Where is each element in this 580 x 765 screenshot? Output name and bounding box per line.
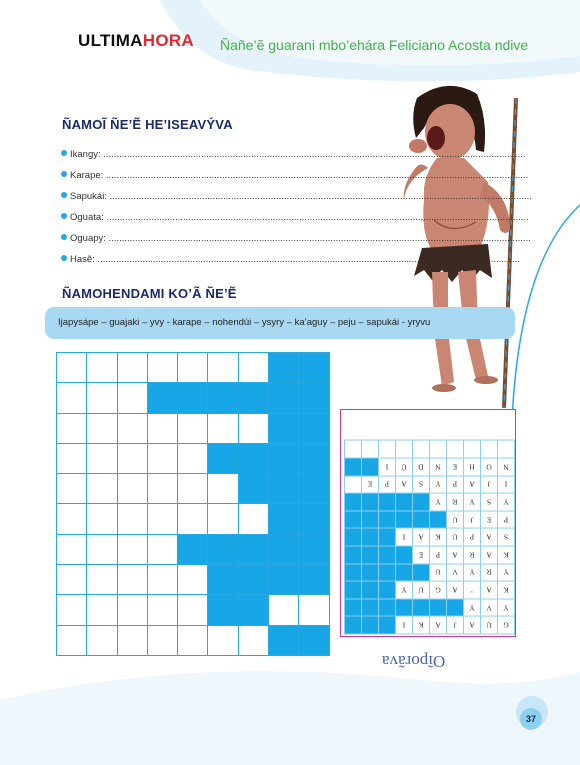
answer-cell bbox=[344, 546, 361, 564]
answer-cell bbox=[480, 440, 497, 458]
grid-cell[interactable] bbox=[299, 414, 329, 444]
answer-title: Oĩporãva bbox=[382, 652, 446, 671]
fill-in-field[interactable] bbox=[61, 254, 520, 265]
answer-cell: U bbox=[412, 581, 429, 599]
grid-cell[interactable] bbox=[299, 535, 329, 565]
grid-cell[interactable] bbox=[87, 444, 117, 474]
brand-logo bbox=[78, 31, 194, 51]
bullet-icon bbox=[61, 213, 67, 219]
grid-cell[interactable] bbox=[118, 535, 148, 565]
grid-cell[interactable] bbox=[299, 383, 329, 413]
grid-cell[interactable] bbox=[239, 626, 269, 656]
grid-cell[interactable] bbox=[299, 565, 329, 595]
dotted-line: ................................................................................................................................................................ bbox=[103, 170, 529, 181]
grid-cell[interactable] bbox=[178, 565, 208, 595]
section2-title: ÑAMOHENDAMI KO’Ã ÑE’Ẽ bbox=[62, 286, 237, 301]
answer-cell bbox=[395, 510, 412, 528]
grid-cell[interactable] bbox=[87, 474, 117, 504]
answer-cell: R bbox=[463, 546, 480, 564]
grid-cell[interactable] bbox=[148, 474, 178, 504]
answer-cell: K bbox=[429, 528, 446, 546]
answer-cell bbox=[412, 440, 429, 458]
field-label: Hasẽ: bbox=[70, 254, 95, 265]
answer-cell: Y bbox=[497, 493, 514, 511]
grid-cell[interactable] bbox=[299, 353, 329, 383]
grid-cell[interactable] bbox=[118, 474, 148, 504]
answer-cell: U bbox=[429, 563, 446, 581]
puzzle-grid[interactable] bbox=[56, 352, 330, 656]
grid-cell[interactable] bbox=[239, 535, 269, 565]
grid-cell[interactable] bbox=[299, 474, 329, 504]
answer-cell: K bbox=[497, 546, 514, 564]
answer-cell bbox=[361, 581, 378, 599]
grid-cell[interactable] bbox=[299, 444, 329, 474]
grid-cell[interactable] bbox=[148, 444, 178, 474]
grid-cell[interactable] bbox=[239, 474, 269, 504]
grid-cell[interactable] bbox=[148, 504, 178, 534]
answer-cell: Ú bbox=[395, 458, 412, 476]
answer-cell: ’ bbox=[463, 581, 480, 599]
answer-cell: A bbox=[463, 475, 480, 493]
grid-cell[interactable] bbox=[269, 595, 299, 625]
grid-cell[interactable] bbox=[178, 595, 208, 625]
grid-cell[interactable] bbox=[208, 474, 238, 504]
answer-cell: Y bbox=[497, 598, 514, 616]
grid-cell[interactable] bbox=[239, 504, 269, 534]
answer-cell bbox=[378, 616, 395, 634]
grid-cell[interactable] bbox=[208, 414, 238, 444]
field-label: Oguata: bbox=[70, 212, 104, 223]
grid-cell[interactable] bbox=[57, 565, 87, 595]
field-label: Karape: bbox=[70, 170, 104, 181]
grid-cell[interactable] bbox=[178, 383, 208, 413]
grid-cell[interactable] bbox=[239, 444, 269, 474]
answer-cell: Y bbox=[395, 581, 412, 599]
bullet-icon bbox=[61, 192, 67, 198]
grid-cell[interactable] bbox=[208, 626, 238, 656]
grid-cell[interactable] bbox=[118, 504, 148, 534]
answer-cell bbox=[344, 493, 361, 511]
grid-cell[interactable] bbox=[208, 504, 238, 534]
answer-cell: Y bbox=[463, 598, 480, 616]
answer-cell bbox=[446, 598, 463, 616]
answer-cell bbox=[395, 493, 412, 511]
grid-cell[interactable] bbox=[87, 565, 117, 595]
grid-cell[interactable] bbox=[57, 474, 87, 504]
answer-cell bbox=[378, 598, 395, 616]
dotted-line: ................................................................................................................................................................ bbox=[100, 149, 526, 160]
grid-cell[interactable] bbox=[87, 595, 117, 625]
fill-in-field[interactable] bbox=[61, 212, 529, 223]
answer-cell: U bbox=[480, 616, 497, 634]
answer-cell: J bbox=[446, 616, 463, 634]
answer-cell bbox=[395, 440, 412, 458]
answer-cell: P bbox=[378, 475, 395, 493]
brand-ultima: ULTIMA bbox=[78, 31, 143, 50]
grid-cell[interactable] bbox=[148, 626, 178, 656]
bottom-wave bbox=[0, 671, 580, 765]
grid-cell[interactable] bbox=[178, 444, 208, 474]
answer-cell bbox=[344, 616, 361, 634]
grid-cell[interactable] bbox=[57, 595, 87, 625]
answer-cell bbox=[412, 598, 429, 616]
answer-cell bbox=[378, 493, 395, 511]
answer-cell bbox=[344, 458, 361, 476]
answer-cell bbox=[344, 581, 361, 599]
answer-cell bbox=[429, 510, 446, 528]
grid-cell[interactable] bbox=[87, 535, 117, 565]
fill-in-field[interactable] bbox=[61, 149, 526, 160]
grid-cell[interactable] bbox=[299, 626, 329, 656]
answer-cell: E bbox=[480, 510, 497, 528]
answer-cell: S bbox=[412, 475, 429, 493]
answer-cell: E bbox=[446, 458, 463, 476]
answer-cell bbox=[378, 440, 395, 458]
answer-cell: Y bbox=[429, 475, 446, 493]
grid-cell[interactable] bbox=[87, 383, 117, 413]
answer-cell: E bbox=[412, 546, 429, 564]
grid-cell[interactable] bbox=[118, 383, 148, 413]
answer-cell: N bbox=[429, 458, 446, 476]
grid-cell[interactable] bbox=[239, 414, 269, 444]
answer-cell: A bbox=[412, 528, 429, 546]
grid-cell[interactable] bbox=[269, 626, 299, 656]
answer-cell: A bbox=[480, 528, 497, 546]
answer-cell: O bbox=[480, 458, 497, 476]
grid-cell[interactable] bbox=[239, 383, 269, 413]
grid-cell[interactable] bbox=[118, 565, 148, 595]
field-label: Oguapy: bbox=[70, 233, 106, 244]
grid-cell[interactable] bbox=[148, 353, 178, 383]
dotted-line: ................................................................................................................................................................ bbox=[106, 191, 532, 202]
grid-cell[interactable] bbox=[269, 565, 299, 595]
grid-cell[interactable] bbox=[148, 595, 178, 625]
page-number: 37 bbox=[520, 708, 542, 730]
grid-cell[interactable] bbox=[148, 383, 178, 413]
answer-cell bbox=[344, 475, 361, 493]
grid-cell[interactable] bbox=[239, 565, 269, 595]
grid-cell[interactable] bbox=[269, 504, 299, 534]
answer-cell bbox=[412, 563, 429, 581]
bullet-icon bbox=[61, 171, 67, 177]
answer-cell: A bbox=[480, 546, 497, 564]
answer-cell bbox=[378, 581, 395, 599]
grid-cell[interactable] bbox=[57, 353, 87, 383]
grid-cell[interactable] bbox=[118, 444, 148, 474]
answer-cell: Y bbox=[429, 493, 446, 511]
grid-cell[interactable] bbox=[299, 595, 329, 625]
grid-cell[interactable] bbox=[118, 595, 148, 625]
answer-cell bbox=[395, 598, 412, 616]
grid-cell[interactable] bbox=[57, 504, 87, 534]
answer-cell: I bbox=[395, 528, 412, 546]
answer-cell bbox=[344, 510, 361, 528]
grid-cell[interactable] bbox=[178, 353, 208, 383]
answer-cell bbox=[378, 563, 395, 581]
grid-cell[interactable] bbox=[239, 595, 269, 625]
answer-cell bbox=[344, 563, 361, 581]
answer-cell bbox=[429, 440, 446, 458]
answer-cell: A bbox=[446, 546, 463, 564]
answer-cell: R bbox=[480, 563, 497, 581]
bullet-icon bbox=[61, 234, 67, 240]
grid-cell[interactable] bbox=[178, 474, 208, 504]
grid-cell[interactable] bbox=[269, 535, 299, 565]
section1-title: ÑAMOĨ ÑE’Ẽ HE’ISEAVÝVA bbox=[62, 117, 233, 132]
answer-cell bbox=[378, 510, 395, 528]
shouting-child-illustration bbox=[392, 80, 527, 410]
answer-cell bbox=[361, 440, 378, 458]
grid-cell[interactable] bbox=[118, 353, 148, 383]
grid-cell[interactable] bbox=[269, 383, 299, 413]
grid-cell[interactable] bbox=[57, 535, 87, 565]
grid-cell[interactable] bbox=[208, 383, 238, 413]
answer-cell bbox=[361, 616, 378, 634]
answer-cell bbox=[344, 528, 361, 546]
answer-cell bbox=[395, 546, 412, 564]
grid-cell[interactable] bbox=[269, 353, 299, 383]
brand-hora: HORA bbox=[142, 31, 195, 50]
grid-cell[interactable] bbox=[208, 565, 238, 595]
answer-cell: I bbox=[497, 475, 514, 493]
answer-grid bbox=[344, 440, 515, 635]
answer-cell: P bbox=[463, 528, 480, 546]
answer-cell bbox=[446, 440, 463, 458]
answer-cell bbox=[412, 510, 429, 528]
answer-cell: U bbox=[446, 510, 463, 528]
answer-cell: V bbox=[446, 563, 463, 581]
grid-cell[interactable] bbox=[299, 504, 329, 534]
bullet-icon bbox=[61, 255, 67, 261]
answer-cell: I bbox=[378, 458, 395, 476]
answer-cell: K bbox=[497, 581, 514, 599]
answer-cell bbox=[378, 528, 395, 546]
grid-cell[interactable] bbox=[148, 535, 178, 565]
grid-cell[interactable] bbox=[87, 504, 117, 534]
answer-cell bbox=[429, 598, 446, 616]
field-label: Sapukái: bbox=[70, 191, 107, 202]
header-title: Ñañe’ẽ guarani mbo’ehára Feliciano Acosta ndive bbox=[220, 37, 529, 53]
fill-in-field[interactable] bbox=[61, 191, 532, 202]
answer-cell bbox=[361, 598, 378, 616]
dotted-line: ................................................................................................................................................................ bbox=[94, 254, 520, 265]
grid-cell[interactable] bbox=[118, 414, 148, 444]
answer-cell bbox=[361, 493, 378, 511]
grid-cell[interactable] bbox=[269, 474, 299, 504]
grid-cell[interactable] bbox=[269, 444, 299, 474]
answer-cell: A bbox=[429, 616, 446, 634]
answer-cell: A bbox=[480, 581, 497, 599]
answer-cell: S bbox=[480, 493, 497, 511]
grid-cell[interactable] bbox=[87, 626, 117, 656]
answer-cell: P bbox=[497, 510, 514, 528]
answer-cell: J bbox=[480, 475, 497, 493]
answer-cell bbox=[412, 493, 429, 511]
answer-cell: E bbox=[361, 475, 378, 493]
answer-cell: G bbox=[429, 581, 446, 599]
grid-cell[interactable] bbox=[148, 414, 178, 444]
answer-cell bbox=[344, 440, 361, 458]
grid-cell[interactable] bbox=[208, 595, 238, 625]
answer-cell: A bbox=[446, 581, 463, 599]
grid-cell[interactable] bbox=[118, 626, 148, 656]
answer-cell: R bbox=[446, 493, 463, 511]
answer-cell bbox=[361, 528, 378, 546]
grid-cell[interactable] bbox=[57, 626, 87, 656]
answer-cell bbox=[361, 563, 378, 581]
grid-cell[interactable] bbox=[87, 353, 117, 383]
grid-cell[interactable] bbox=[178, 535, 208, 565]
answer-cell: N bbox=[497, 458, 514, 476]
fill-in-field[interactable] bbox=[61, 170, 529, 181]
grid-cell[interactable] bbox=[178, 504, 208, 534]
answer-cell bbox=[361, 458, 378, 476]
answer-cell bbox=[361, 510, 378, 528]
answer-cell: V bbox=[480, 598, 497, 616]
answer-cell: J bbox=[463, 510, 480, 528]
dotted-line: ................................................................................................................................................................ bbox=[103, 212, 529, 223]
answer-cell bbox=[378, 546, 395, 564]
answer-cell: P bbox=[429, 546, 446, 564]
grid-cell[interactable] bbox=[208, 535, 238, 565]
grid-cell[interactable] bbox=[208, 353, 238, 383]
answer-cell: D bbox=[412, 458, 429, 476]
answer-cell: Y bbox=[497, 563, 514, 581]
answer-cell: A bbox=[463, 616, 480, 634]
grid-cell[interactable] bbox=[178, 414, 208, 444]
answer-cell: I bbox=[395, 616, 412, 634]
answer-cell bbox=[344, 598, 361, 616]
word-list: Ijapysápe – guajaki – yvy - karape – nohendúi – ysyry – ka’aguy – peju – sapukái - yryvu bbox=[58, 317, 431, 328]
field-label: Ikangy: bbox=[70, 149, 101, 160]
grid-cell[interactable] bbox=[87, 414, 117, 444]
fill-in-field[interactable] bbox=[61, 233, 531, 244]
answer-cell: Y bbox=[463, 563, 480, 581]
grid-cell[interactable] bbox=[57, 444, 87, 474]
answer-cell: K bbox=[412, 616, 429, 634]
grid-cell[interactable] bbox=[148, 565, 178, 595]
grid-cell[interactable] bbox=[57, 414, 87, 444]
answer-cell bbox=[395, 563, 412, 581]
grid-cell[interactable] bbox=[57, 383, 87, 413]
answer-cell: S bbox=[497, 528, 514, 546]
grid-cell[interactable] bbox=[208, 444, 238, 474]
grid-cell[interactable] bbox=[269, 414, 299, 444]
dotted-line: ................................................................................................................................................................ bbox=[105, 233, 531, 244]
answer-cell bbox=[361, 546, 378, 564]
answer-cell: P bbox=[446, 475, 463, 493]
answer-cell: A bbox=[395, 475, 412, 493]
answer-cell: G bbox=[497, 616, 514, 634]
answer-cell: U bbox=[446, 528, 463, 546]
grid-cell[interactable] bbox=[178, 626, 208, 656]
bullet-icon bbox=[61, 150, 67, 156]
answer-cell: Y bbox=[463, 493, 480, 511]
answer-cell: H bbox=[463, 458, 480, 476]
grid-cell[interactable] bbox=[239, 353, 269, 383]
answer-cell bbox=[463, 440, 480, 458]
answer-cell bbox=[497, 440, 514, 458]
